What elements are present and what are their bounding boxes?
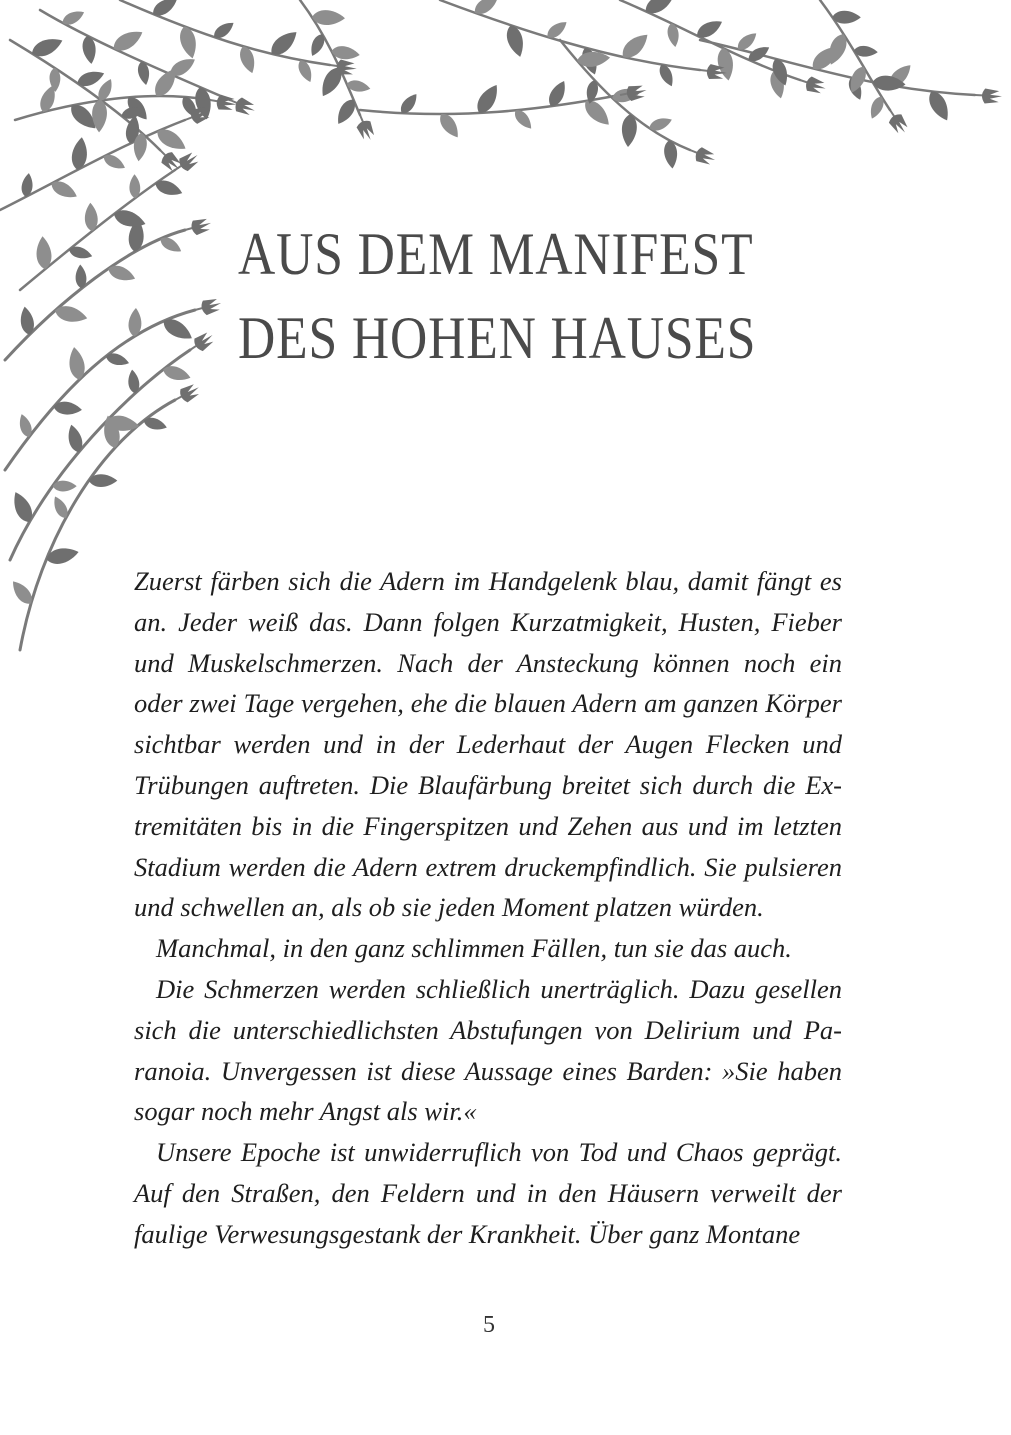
flower-bud bbox=[186, 329, 217, 356]
paragraph-2: Manchmal, in den ganz schlimmen Fällen, tun sie das auch. bbox=[156, 933, 792, 964]
vine-stem bbox=[10, 350, 190, 560]
flower-bud bbox=[797, 73, 827, 96]
flower-bud bbox=[975, 88, 1003, 104]
paragraph-4: Unsere Epoche ist unwiderruflich von Tod und Chaos geprägt. Auf den Straßen, den Feldern und in den Häusern verweilt der faulige Verwesungsgestank der Krankheit. Über ganz Montane bbox=[134, 1137, 842, 1249]
flower-bud bbox=[209, 93, 238, 112]
body-text bbox=[134, 561, 842, 1255]
flower-bud bbox=[193, 296, 223, 317]
vine-stem bbox=[5, 310, 195, 470]
paragraph-3: Die Schmerzen werden schließlich unerträglich. Dazu gesellen sich die unterschiedlichsten Abstufungen von Delirium und Paranoia. Unvergessen ist diese Aussage eines Barden: »Sie haben sogar noch mehr Angst als wir.« bbox=[134, 973, 842, 1127]
vine-stem bbox=[5, 230, 185, 360]
chapter-title bbox=[238, 212, 840, 380]
chapter-title-line-2: DES HOHEN HAUSES bbox=[238, 305, 757, 371]
chapter-title-line-1: AUS DEM MANIFEST bbox=[238, 221, 754, 287]
flower-bud bbox=[172, 381, 203, 407]
flower-bud bbox=[883, 106, 910, 137]
paragraph-1: Zuerst färben sich die Adern im Handgelenk blau, damit fängt es an. Jeder weiß das. Dann folgen Kurzatmigkeit, Husten, Fieber und Muskelschmerzen. Nach der Ansteckung können noch ein oder zwei Tage vergehen, ehe die blauen Adern am ganzen Körper sichtbar werden und in der Lederhaut der Augen Flecken und Trübungen auftreten. Die Blaufärbung breitet sich durch die Extremitäten bis in die Fingerspitzen und Zehen aus und im letzten Stadium werden die Adern extrem druckempfindlich. Sie pulsieren und schwellen an, als ob sie jeden Moment platzen würden. bbox=[134, 566, 842, 923]
vine-leaf bbox=[642, 0, 678, 18]
flower-bud bbox=[171, 149, 202, 176]
flower-bud bbox=[227, 94, 258, 118]
vine-stem bbox=[0, 120, 185, 210]
flower-bud bbox=[353, 112, 377, 143]
page-number: 5 bbox=[483, 1312, 495, 1338]
flower-bud bbox=[183, 216, 213, 238]
vine-leaf bbox=[471, 0, 502, 18]
flower-bud bbox=[687, 144, 718, 168]
vine-leaf bbox=[150, 0, 181, 20]
